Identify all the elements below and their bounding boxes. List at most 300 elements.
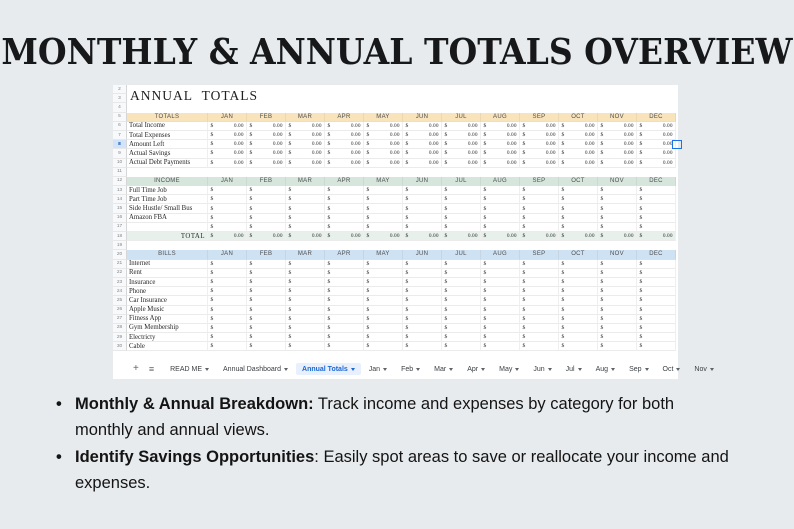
value-cell[interactable] [598,269,637,278]
value-cell[interactable] [325,287,364,296]
section-header-cell[interactable]: INCOME [127,177,208,186]
row-number[interactable]: 24 [113,287,127,296]
month-header-cell[interactable]: AUG [481,113,520,122]
value-cell[interactable] [637,159,676,168]
value-cell[interactable] [325,186,364,195]
row-number[interactable]: 5 [113,113,127,122]
value-cell[interactable] [520,214,559,223]
sheet-tab-mar[interactable] [428,363,459,375]
row-number[interactable]: 27 [113,315,127,324]
value-cell[interactable] [520,122,559,131]
value-cell[interactable] [325,140,364,149]
value-cell[interactable] [286,131,325,140]
value-cell[interactable] [208,287,247,296]
value-cell[interactable] [637,140,676,149]
value-cell[interactable] [364,333,403,342]
value-cell[interactable] [403,159,442,168]
value-cell[interactable] [208,269,247,278]
month-header-cell[interactable]: FEB [247,113,286,122]
value-cell[interactable] [559,140,598,149]
section-header-cell[interactable]: BILLS [127,250,208,259]
add-sheet-icon[interactable]: + [133,363,139,374]
value-cell[interactable] [364,296,403,305]
value-cell[interactable] [481,122,520,131]
row-number[interactable]: 28 [113,324,127,333]
value-cell[interactable] [481,324,520,333]
value-cell[interactable] [286,223,325,232]
value-cell[interactable] [481,131,520,140]
value-cell[interactable] [247,260,286,269]
value-cell[interactable] [520,287,559,296]
value-cell[interactable] [520,131,559,140]
value-cell[interactable] [481,232,520,241]
month-header-cell[interactable]: MAY [364,250,403,259]
row-number[interactable]: 3 [113,94,127,103]
value-cell[interactable] [559,333,598,342]
value-cell[interactable] [286,140,325,149]
value-cell[interactable] [637,278,676,287]
value-cell[interactable] [325,122,364,131]
month-header-cell[interactable]: OCT [559,113,598,122]
value-cell[interactable] [247,140,286,149]
value-cell[interactable] [208,333,247,342]
row-number[interactable]: 11 [113,168,127,177]
value-cell[interactable] [325,278,364,287]
sheet-tab-jun[interactable] [527,363,557,375]
value-cell[interactable] [325,159,364,168]
value-cell[interactable] [559,195,598,204]
value-cell[interactable] [403,140,442,149]
value-cell[interactable] [364,149,403,158]
value-cell[interactable] [520,149,559,158]
value-cell[interactable] [208,260,247,269]
row-number[interactable]: 10 [113,159,127,168]
sheet-tab-feb[interactable] [395,363,426,375]
row-number[interactable]: 17 [113,223,127,232]
value-cell[interactable] [325,333,364,342]
value-cell[interactable] [598,260,637,269]
value-cell[interactable] [286,195,325,204]
value-cell[interactable] [481,149,520,158]
value-cell[interactable] [364,186,403,195]
value-cell[interactable] [364,287,403,296]
month-header-cell[interactable]: NOV [598,177,637,186]
month-header-cell[interactable]: SEP [520,177,559,186]
value-cell[interactable] [637,223,676,232]
row-label-cell[interactable]: Total Expenses [127,131,208,140]
value-cell[interactable] [247,269,286,278]
row-label-cell[interactable]: Insurance [127,278,208,287]
value-cell[interactable] [364,269,403,278]
value-cell[interactable] [442,195,481,204]
value-cell[interactable] [208,324,247,333]
value-cell[interactable] [247,315,286,324]
sheet-tab-annual-totals[interactable] [296,363,361,375]
value-cell[interactable] [520,315,559,324]
value-cell[interactable] [364,140,403,149]
row-label-cell[interactable]: Actual Debt Payments [127,159,208,168]
value-cell[interactable] [598,159,637,168]
value-cell[interactable] [208,140,247,149]
value-cell[interactable] [247,324,286,333]
value-cell[interactable] [559,131,598,140]
value-cell[interactable] [520,195,559,204]
value-cell[interactable] [286,186,325,195]
value-cell[interactable] [325,204,364,213]
value-cell[interactable] [364,260,403,269]
value-cell[interactable] [403,342,442,351]
value-cell[interactable] [403,269,442,278]
value-cell[interactable] [442,260,481,269]
value-cell[interactable] [208,131,247,140]
value-cell[interactable] [559,324,598,333]
value-cell[interactable] [481,296,520,305]
value-cell[interactable] [286,269,325,278]
row-number[interactable]: 26 [113,306,127,315]
value-cell[interactable] [247,149,286,158]
value-cell[interactable] [637,195,676,204]
value-cell[interactable] [559,342,598,351]
value-cell[interactable] [286,315,325,324]
value-cell[interactable] [598,306,637,315]
value-cell[interactable] [442,149,481,158]
value-cell[interactable] [442,131,481,140]
value-cell[interactable] [481,333,520,342]
value-cell[interactable] [559,232,598,241]
month-header-cell[interactable]: OCT [559,250,598,259]
value-cell[interactable] [481,195,520,204]
value-cell[interactable] [559,159,598,168]
sheet-tab-jan[interactable] [363,363,393,375]
value-cell[interactable] [481,342,520,351]
row-label-cell[interactable]: Rent [127,269,208,278]
value-cell[interactable] [403,315,442,324]
value-cell[interactable] [520,204,559,213]
value-cell[interactable] [637,333,676,342]
value-cell[interactable] [442,159,481,168]
row-number[interactable]: 30 [113,342,127,351]
value-cell[interactable] [403,149,442,158]
row-label-cell[interactable]: Phone [127,287,208,296]
value-cell[interactable] [520,324,559,333]
value-cell[interactable] [481,278,520,287]
value-cell[interactable] [403,122,442,131]
value-cell[interactable] [247,306,286,315]
row-label-cell[interactable]: Apple Music [127,306,208,315]
value-cell[interactable] [247,333,286,342]
value-cell[interactable] [481,306,520,315]
value-cell[interactable] [598,296,637,305]
value-cell[interactable] [403,296,442,305]
value-cell[interactable] [403,278,442,287]
value-cell[interactable] [442,269,481,278]
month-header-cell[interactable]: APR [325,250,364,259]
row-label-cell[interactable]: Part Time Job [127,195,208,204]
value-cell[interactable] [637,204,676,213]
value-cell[interactable] [559,122,598,131]
value-cell[interactable] [286,204,325,213]
value-cell[interactable] [520,278,559,287]
row-label-cell[interactable]: Fitness App [127,315,208,324]
value-cell[interactable] [208,214,247,223]
sheet-tab-sep[interactable] [623,363,654,375]
value-cell[interactable] [559,149,598,158]
value-cell[interactable] [247,214,286,223]
value-cell[interactable] [442,140,481,149]
row-number[interactable]: 6 [113,122,127,131]
value-cell[interactable] [364,131,403,140]
value-cell[interactable] [442,278,481,287]
value-cell[interactable] [598,232,637,241]
value-cell[interactable] [520,186,559,195]
value-cell[interactable] [637,260,676,269]
value-cell[interactable] [598,315,637,324]
value-cell[interactable] [559,204,598,213]
month-header-cell[interactable]: JAN [208,177,247,186]
value-cell[interactable] [247,186,286,195]
value-cell[interactable] [208,149,247,158]
value-cell[interactable] [559,306,598,315]
month-header-cell[interactable]: NOV [598,113,637,122]
value-cell[interactable] [637,315,676,324]
value-cell[interactable] [364,214,403,223]
value-cell[interactable] [481,204,520,213]
value-cell[interactable] [481,159,520,168]
value-cell[interactable] [559,214,598,223]
month-header-cell[interactable]: FEB [247,177,286,186]
value-cell[interactable] [403,204,442,213]
value-cell[interactable] [325,306,364,315]
month-header-cell[interactable]: JUN [403,250,442,259]
value-cell[interactable] [208,342,247,351]
value-cell[interactable] [442,186,481,195]
value-cell[interactable] [208,315,247,324]
value-cell[interactable] [286,149,325,158]
value-cell[interactable] [403,131,442,140]
month-header-cell[interactable]: APR [325,113,364,122]
value-cell[interactable] [559,278,598,287]
row-label-cell[interactable]: Gym Membership [127,324,208,333]
value-cell[interactable] [403,324,442,333]
value-cell[interactable] [247,195,286,204]
row-label-cell[interactable]: TOTAL [127,232,208,241]
row-number[interactable]: 2 [113,85,127,94]
sheet-tab-apr[interactable] [461,363,491,375]
value-cell[interactable] [520,223,559,232]
value-cell[interactable] [247,232,286,241]
value-cell[interactable] [637,324,676,333]
month-header-cell[interactable]: DEC [637,177,676,186]
value-cell[interactable] [637,232,676,241]
value-cell[interactable] [559,223,598,232]
sheet-tab-jul[interactable] [560,363,588,375]
value-cell[interactable] [520,232,559,241]
value-cell[interactable] [403,306,442,315]
value-cell[interactable] [637,269,676,278]
row-label-cell[interactable]: Amazon FBA [127,214,208,223]
value-cell[interactable] [520,140,559,149]
value-cell[interactable] [442,122,481,131]
value-cell[interactable] [442,333,481,342]
value-cell[interactable] [442,214,481,223]
month-header-cell[interactable]: MAR [286,113,325,122]
value-cell[interactable] [481,140,520,149]
row-label-cell[interactable]: Car Insurance [127,296,208,305]
value-cell[interactable] [286,260,325,269]
value-cell[interactable] [364,195,403,204]
value-cell[interactable] [598,140,637,149]
value-cell[interactable] [598,122,637,131]
month-header-cell[interactable]: MAR [286,250,325,259]
month-header-cell[interactable]: MAY [364,113,403,122]
month-header-cell[interactable]: SEP [520,113,559,122]
month-header-cell[interactable]: FEB [247,250,286,259]
value-cell[interactable] [325,195,364,204]
value-cell[interactable] [247,287,286,296]
row-number[interactable]: 19 [113,241,127,250]
value-cell[interactable] [208,223,247,232]
month-header-cell[interactable]: JUN [403,177,442,186]
sheet-tab-oct[interactable] [657,363,687,375]
value-cell[interactable] [403,214,442,223]
value-cell[interactable] [598,214,637,223]
value-cell[interactable] [598,223,637,232]
value-cell[interactable] [286,296,325,305]
value-cell[interactable] [559,287,598,296]
row-number[interactable]: 12 [113,177,127,186]
value-cell[interactable] [286,342,325,351]
row-number[interactable]: 9 [113,149,127,158]
value-cell[interactable] [637,122,676,131]
row-number[interactable]: 18 [113,232,127,241]
value-cell[interactable] [286,214,325,223]
value-cell[interactable] [559,260,598,269]
value-cell[interactable] [325,269,364,278]
value-cell[interactable] [286,122,325,131]
value-cell[interactable] [208,306,247,315]
value-cell[interactable] [247,296,286,305]
value-cell[interactable] [598,131,637,140]
value-cell[interactable] [247,159,286,168]
value-cell[interactable] [286,306,325,315]
value-cell[interactable] [520,269,559,278]
row-label-cell[interactable]: Full Time Job [127,186,208,195]
row-label-cell[interactable]: Total Income [127,122,208,131]
sheet-tab-annual-dashboard[interactable] [217,363,294,375]
value-cell[interactable] [637,214,676,223]
value-cell[interactable] [520,333,559,342]
row-number[interactable]: 7 [113,131,127,140]
value-cell[interactable] [520,260,559,269]
value-cell[interactable] [208,232,247,241]
value-cell[interactable] [247,204,286,213]
month-header-cell[interactable]: JUL [442,250,481,259]
value-cell[interactable] [481,186,520,195]
value-cell[interactable] [442,232,481,241]
value-cell[interactable] [325,131,364,140]
value-cell[interactable] [325,296,364,305]
value-cell[interactable] [637,306,676,315]
value-cell[interactable] [364,278,403,287]
value-cell[interactable] [403,223,442,232]
value-cell[interactable] [325,315,364,324]
value-cell[interactable] [325,232,364,241]
value-cell[interactable] [481,214,520,223]
value-cell[interactable] [403,260,442,269]
value-cell[interactable] [481,260,520,269]
value-cell[interactable] [520,159,559,168]
month-header-cell[interactable]: MAR [286,177,325,186]
value-cell[interactable] [442,324,481,333]
value-cell[interactable] [442,204,481,213]
value-cell[interactable] [637,131,676,140]
row-number[interactable]: 29 [113,333,127,342]
row-number[interactable]: 13 [113,186,127,195]
value-cell[interactable] [364,122,403,131]
value-cell[interactable] [598,287,637,296]
value-cell[interactable] [559,296,598,305]
value-cell[interactable] [403,195,442,204]
month-header-cell[interactable]: OCT [559,177,598,186]
value-cell[interactable] [598,186,637,195]
row-label-cell[interactable]: Actual Savings [127,149,208,158]
row-number[interactable]: 21 [113,260,127,269]
value-cell[interactable] [208,159,247,168]
row-number[interactable]: 14 [113,195,127,204]
sheet-tab-aug[interactable] [590,363,621,375]
value-cell[interactable] [364,223,403,232]
value-cell[interactable] [325,342,364,351]
all-sheets-menu-icon[interactable]: ≡ [148,363,155,374]
value-cell[interactable] [520,306,559,315]
value-cell[interactable] [364,342,403,351]
month-header-cell[interactable]: AUG [481,250,520,259]
value-cell[interactable] [364,324,403,333]
value-cell[interactable] [364,204,403,213]
row-label-cell[interactable] [127,223,208,232]
sheet-tab-nov[interactable] [688,363,719,375]
month-header-cell[interactable]: SEP [520,250,559,259]
row-label-cell[interactable]: Internet [127,260,208,269]
value-cell[interactable] [325,260,364,269]
month-header-cell[interactable]: APR [325,177,364,186]
value-cell[interactable] [481,223,520,232]
value-cell[interactable] [559,186,598,195]
value-cell[interactable] [208,296,247,305]
value-cell[interactable] [637,287,676,296]
value-cell[interactable] [286,232,325,241]
row-label-cell[interactable]: Side Hustle/ Small Bus [127,204,208,213]
value-cell[interactable] [364,232,403,241]
value-cell[interactable] [247,122,286,131]
row-number[interactable]: 15 [113,204,127,213]
row-number[interactable]: 25 [113,296,127,305]
value-cell[interactable] [442,315,481,324]
month-header-cell[interactable]: JUL [442,113,481,122]
value-cell[interactable] [442,306,481,315]
value-cell[interactable] [442,223,481,232]
sheet-tab-read-me[interactable] [164,363,215,375]
value-cell[interactable] [247,131,286,140]
value-cell[interactable] [247,223,286,232]
value-cell[interactable] [403,287,442,296]
month-header-cell[interactable]: DEC [637,113,676,122]
month-header-cell[interactable]: JAN [208,113,247,122]
month-header-cell[interactable]: DEC [637,250,676,259]
value-cell[interactable] [208,186,247,195]
month-header-cell[interactable]: JAN [208,250,247,259]
value-cell[interactable] [247,342,286,351]
